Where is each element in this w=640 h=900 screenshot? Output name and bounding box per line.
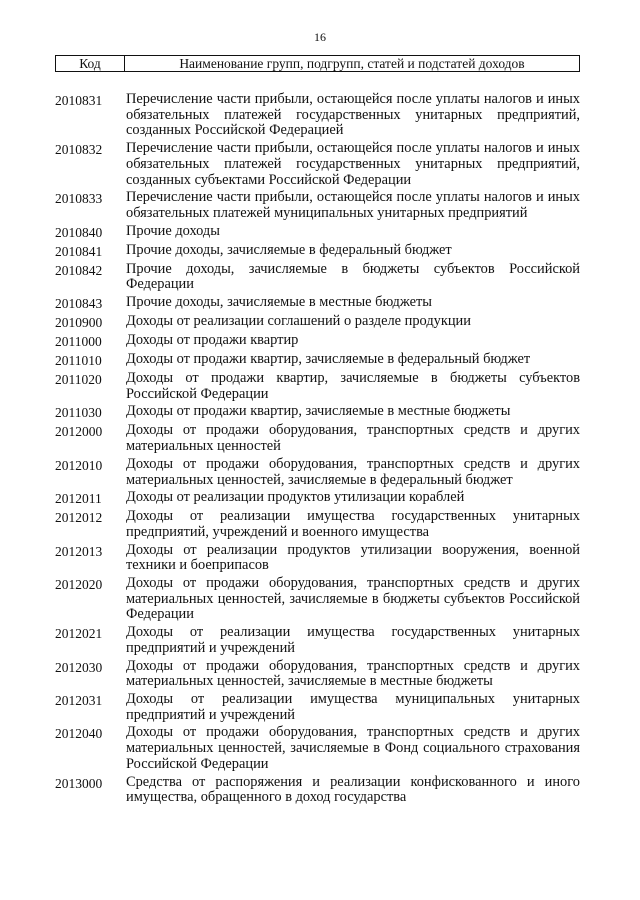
header-code: Код [56,56,125,71]
row-code: 2011010 [55,353,102,369]
table-row [55,224,580,241]
table-header [55,55,580,72]
row-code: 2012031 [55,692,103,708]
table-row [55,371,580,402]
table-row [55,490,580,507]
table-row [55,692,580,723]
row-name: Прочие доходы, зачисляемые в местные бюджеты [126,294,432,311]
row-name: Доходы от реализации имущества государственных унитарных предприятий, учреждений и военного имущества [126,508,580,540]
row-name: Доходы от продажи квартир [126,332,299,349]
row-code: 2010831 [55,93,103,108]
table-row [55,423,580,454]
row-code: 2010840 [55,224,103,240]
page-number: 16 [314,30,326,44]
table-body [55,92,580,808]
row-code: 2012012 [55,510,103,526]
table-row [55,404,580,421]
row-code: 2011000 [55,334,102,350]
row-name: Перечисление части прибыли, остающейся после уплаты налогов и иных обязательных платежей муниципальных унитарных предприятий [126,189,580,221]
table-row [55,333,580,350]
row-code: 2012000 [55,424,103,440]
table-row [55,457,580,488]
row-code: 2012040 [55,726,103,742]
row-name: Доходы от реализации продуктов утилизации вооружения, военной техники и боеприпасов [126,541,580,574]
table-row [55,659,580,690]
row-name: Доходы от реализации соглашений о разделе продукции [126,313,471,330]
table-row [55,190,580,221]
row-name: Доходы от продажи оборудования, транспортных средств и других материальных ценностей [126,422,580,455]
row-code: 2010900 [55,315,103,331]
row-name: Прочие доходы, зачисляемые в бюджеты субъектов Российской Федерации [126,260,580,293]
row-name: Доходы от продажи оборудования, транспортных средств и других материальных ценностей, зачисляемые в федеральный бюджет [126,455,580,488]
row-code: 2010833 [55,191,103,207]
row-name: Доходы от продажи квартир, зачисляемые в федеральный бюджет [126,351,531,368]
row-code: 2013000 [55,775,103,791]
row-code: 2012013 [55,543,103,559]
row-name: Доходы от реализации продуктов утилизации кораблей [126,489,465,506]
table-row [55,725,580,772]
row-name: Перечисление части прибыли, остающейся после уплаты налогов и иных обязательных платежей государственных унитарных предприятий, созданных Российской Федерацией [126,91,580,139]
row-name: Доходы от реализации имущества государственных унитарных предприятий и учреждений [126,624,580,656]
row-code: 2012010 [55,457,103,473]
row-name: Перечисление части прибыли, остающейся после уплаты налогов и иных обязательных платежей государственных унитарных предприятий, созданных субъектами Российской Федерации [126,140,580,188]
row-name: Прочие доходы, зачисляемые в федеральный бюджет [126,241,452,258]
row-code: 2010841 [55,243,103,259]
row-code: 2012011 [55,491,102,507]
table-row [55,141,580,188]
table-row [55,92,580,139]
table-row [55,295,580,312]
row-name: Доходы от продажи квартир, зачисляемые в бюджеты субъектов Российской Федерации [126,370,580,402]
header-name: Наименование групп, подгрупп, статей и подстатей доходов [179,56,525,71]
row-code: 2012030 [55,659,103,675]
row-code: 2011030 [55,405,102,421]
row-code: 2012021 [55,626,103,642]
table-row [55,576,580,623]
table-row [55,314,580,331]
row-name: Доходы от продажи оборудования, транспортных средств и других материальных ценностей, зачисляемые в Фонд социального страхования Российской Федерации [126,724,580,772]
row-name: Доходы от продажи квартир, зачисляемые в местные бюджеты [126,403,511,420]
row-name: Доходы от реализации имущества муниципальных унитарных предприятий и учреждений [126,690,580,723]
row-code: 2010832 [55,142,103,158]
table-row [55,775,580,806]
row-name: Прочие доходы [126,222,220,239]
table-row [55,243,580,260]
table-row [55,262,580,293]
row-code: 2012020 [55,577,103,593]
row-code: 2010842 [55,262,103,278]
table-row [55,509,580,540]
row-code: 2011020 [55,372,102,388]
table-row [55,543,580,574]
row-name: Доходы от продажи оборудования, транспортных средств и других материальных ценностей, зачисляемые в бюджеты субъектов Российской Федерации [126,575,580,623]
row-name: Доходы от продажи оборудования, транспортных средств и других материальных ценностей, зачисляемые в местные бюджеты [126,657,580,690]
row-code: 2010843 [55,296,103,312]
row-name: Средства от распоряжения и реализации конфискованного и иного имущества, обращенного в доход государства [126,773,580,806]
table-row [55,625,580,656]
table-row [55,352,580,369]
